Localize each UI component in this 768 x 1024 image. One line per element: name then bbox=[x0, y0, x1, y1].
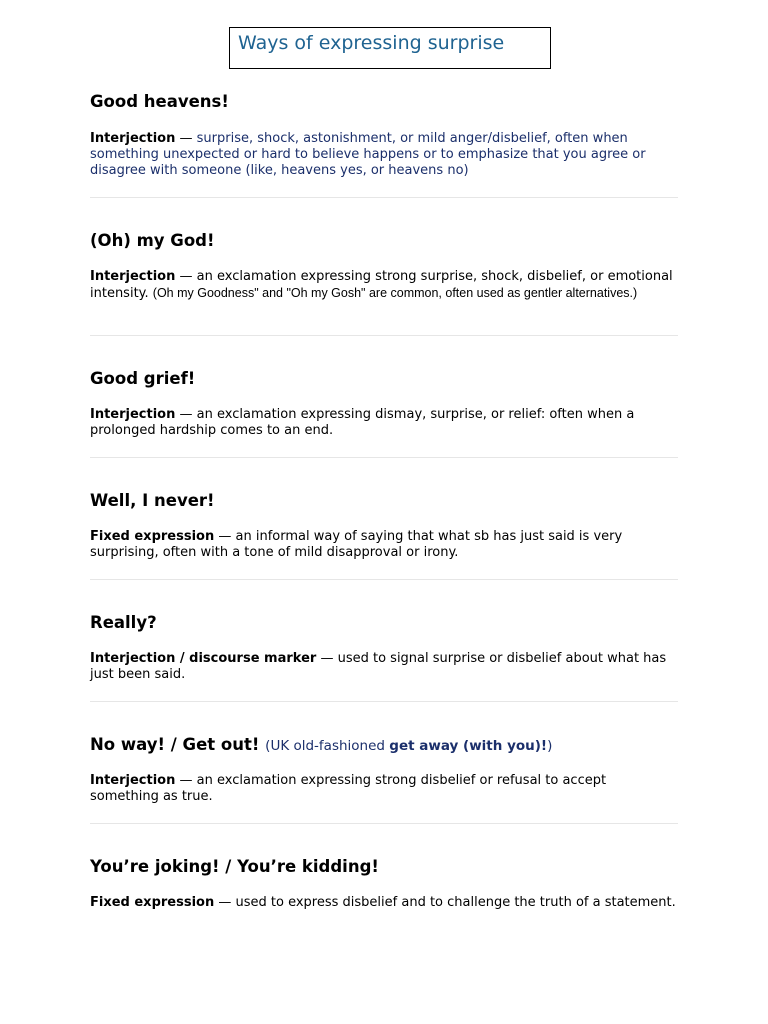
entry-definition-text: used to signal surprise or disbelief about what has just been said. bbox=[90, 651, 667, 682]
entry-youre-joking bbox=[90, 857, 678, 910]
entry-label: Fixed expression bbox=[90, 895, 215, 910]
entry-dash: — bbox=[320, 651, 334, 666]
entry-definition-text: surprise, shock, astonishment, or mild anger/disbelief, often when something unexpected or hard to believe happens or to emphasize that you agree or disagree with someone (like, heavens yes, or heavens no) bbox=[90, 131, 646, 178]
entry-dash: — bbox=[179, 131, 193, 146]
entry-dash: — bbox=[179, 407, 193, 422]
entry-note-suffix: ) bbox=[547, 738, 553, 754]
entry-note bbox=[265, 738, 552, 754]
divider bbox=[90, 457, 678, 458]
divider bbox=[90, 823, 678, 824]
entry-good-grief bbox=[90, 369, 678, 438]
entry-label: Interjection / discourse marker bbox=[90, 651, 317, 666]
entry-definition-text: an exclamation expressing strong surprise, shock, disbelief, or emotional intensity. bbox=[90, 269, 673, 301]
entry-dash: — bbox=[179, 773, 193, 788]
entry-definition bbox=[90, 269, 678, 302]
entry-heading: Good heavens! bbox=[90, 92, 229, 111]
entry-good-heavens bbox=[90, 92, 678, 178]
page-title: Ways of expressing surprise bbox=[238, 32, 505, 54]
entry-definition bbox=[90, 131, 678, 179]
entry-heading: Good grief! bbox=[90, 369, 196, 388]
entry-label: Fixed expression bbox=[90, 529, 215, 544]
entry-dash: — bbox=[218, 895, 232, 910]
entry-heading bbox=[90, 735, 678, 756]
divider bbox=[90, 579, 678, 580]
entry-dash: — bbox=[218, 529, 232, 544]
entry-really bbox=[90, 613, 678, 682]
entry-note-prefix: (UK old-fashioned bbox=[265, 738, 385, 754]
entry-definition-text: an exclamation expressing dismay, surprise, or relief: often when a prolonged hardship comes to an end. bbox=[90, 407, 635, 438]
entry-heading: Really? bbox=[90, 613, 157, 632]
entry-label: Interjection bbox=[90, 131, 176, 146]
title-box bbox=[229, 27, 551, 69]
divider bbox=[90, 197, 678, 198]
entry-well-i-never bbox=[90, 491, 678, 560]
entry-label: Interjection bbox=[90, 269, 176, 284]
entry-definition bbox=[90, 773, 678, 805]
entry-heading: Well, I never! bbox=[90, 491, 215, 510]
divider bbox=[90, 701, 678, 702]
entry-heading: (Oh) my God! bbox=[90, 231, 215, 250]
entry-heading: You’re joking! / You’re kidding! bbox=[90, 857, 379, 876]
entry-label: Interjection bbox=[90, 773, 176, 788]
entry-oh-my-god bbox=[90, 231, 678, 301]
entry-definition bbox=[90, 407, 678, 439]
divider bbox=[90, 335, 678, 336]
entry-definition-text: an exclamation expressing strong disbelief or refusal to accept something as true. bbox=[90, 773, 607, 804]
entry-dash: — bbox=[179, 269, 193, 284]
entry-no-way bbox=[90, 735, 678, 804]
entry-definition-text: an informal way of saying that what sb has just said is very surprising, often with a tone of mild disapproval or irony. bbox=[90, 529, 623, 560]
entry-definition bbox=[90, 895, 678, 911]
entry-note-bold: get away (with you)! bbox=[389, 738, 548, 754]
entry-definition bbox=[90, 651, 678, 683]
entry-aside: (Oh my Goodness" and "Oh my Gosh" are common, often used as gentler alternatives.) bbox=[152, 286, 638, 300]
entry-heading-text: No way! / Get out! bbox=[90, 735, 260, 754]
entry-label: Interjection bbox=[90, 407, 176, 422]
entry-definition-text: used to express disbelief and to challenge the truth of a statement. bbox=[235, 895, 676, 910]
entry-definition bbox=[90, 529, 678, 561]
